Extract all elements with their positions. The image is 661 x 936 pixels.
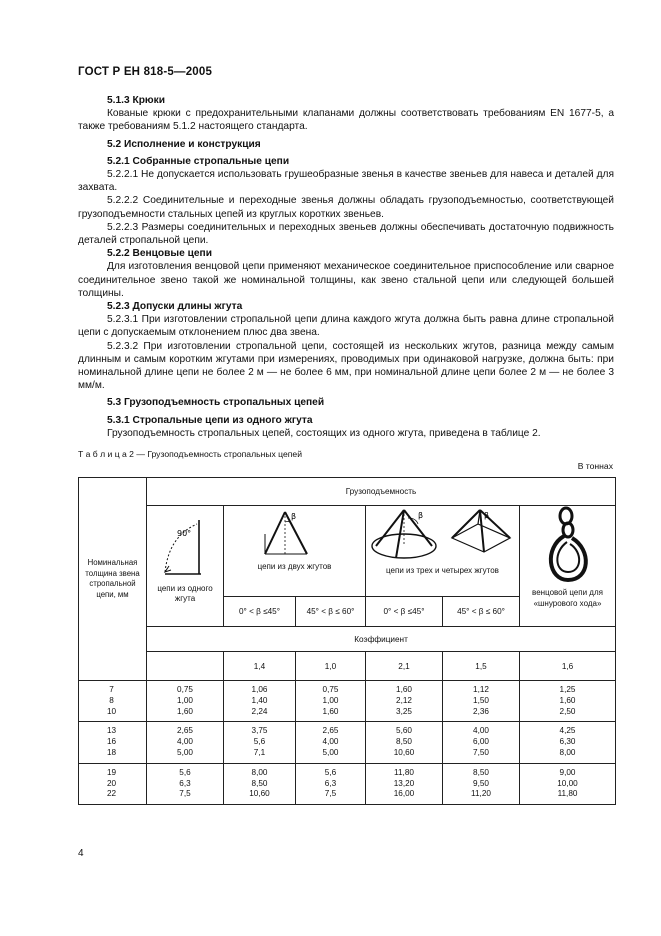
header-two-leg — [224, 506, 366, 597]
cell-value: 13 — [106, 726, 117, 736]
coef-three-b: 1,5 — [443, 652, 520, 681]
header-single-leg — [147, 506, 224, 627]
cell-value: 1,60 — [177, 706, 193, 716]
cell-value: 5,6 — [253, 737, 266, 747]
section-5-2-2-heading: 5.2.2 Венцовые цепи — [107, 248, 212, 260]
table-row — [79, 722, 616, 763]
cell-value: 2,36 — [473, 706, 489, 716]
cell-value: 16 — [106, 737, 117, 747]
cell-value: 1,60 — [559, 695, 576, 705]
cell-value: 22 — [106, 789, 117, 799]
cell-value: 2,12 — [396, 695, 412, 705]
cell-value: 4,25 — [559, 726, 576, 736]
table-cell-d — [79, 722, 147, 763]
cell-value: 11,80 — [394, 767, 414, 777]
page-number: 4 — [78, 848, 84, 859]
cell-value: 5,00 — [322, 747, 339, 757]
table-cell-c1 — [147, 681, 224, 722]
cell-value: 6,3 — [179, 778, 191, 788]
section-5-2-3-heading: 5.2.3 Допуски длины жгута — [107, 301, 243, 313]
header-link-thickness: Номинальная толщина звена стропальной цепи, мм — [79, 478, 147, 681]
cell-value: 5,6 — [179, 767, 191, 777]
table-row — [79, 681, 616, 722]
coef-single-empty — [147, 652, 224, 681]
cell-value: 8 — [109, 695, 114, 705]
cell-value: 0,75 — [177, 685, 193, 694]
table-cell-c3 — [296, 681, 366, 722]
two-leg-chain-icon — [259, 506, 331, 562]
cell-value: 5,00 — [177, 747, 193, 757]
table-cell-c4 — [366, 722, 443, 763]
header-capacity: Грузоподъемность — [147, 478, 616, 506]
cell-value: 11,80 — [557, 789, 578, 799]
cell-value: 1,00 — [177, 695, 193, 705]
cell-value: 2,65 — [177, 726, 193, 736]
cell-value: 10,00 — [557, 778, 578, 788]
table-units: В тоннах — [577, 461, 613, 471]
cell-value: 7,5 — [324, 789, 337, 799]
cell-value: 1,40 — [251, 695, 268, 705]
table-cell-c4 — [366, 681, 443, 722]
table-cell-c5 — [443, 681, 520, 722]
cell-value: 4,00 — [322, 737, 339, 747]
cell-value: 5,60 — [396, 726, 412, 736]
cell-value: 1,00 — [322, 695, 339, 705]
paragraph-5-2-3-2: 5.2.3.2 При изготовлении стропальной цепи, состоящей из нескольких жгутов, разница между самым длинным и самым коротким жгутами при измерениях, проводимых при одинаковой нагрузке, должна быть: при номинальной длине цепи не более 2 м — не более 6 мм, при номинальной длине цепи более 2 м — не более 3 мм/м. — [78, 340, 614, 392]
svg-text:β: β — [483, 511, 489, 520]
table-cell-c3 — [296, 763, 366, 804]
section-5-3-heading: 5.3 Грузоподъемность стропальных цепей — [107, 397, 325, 409]
body-text — [78, 94, 614, 440]
table-caption: Т а б л и ц а 2 — Грузоподъемность стропальных цепей — [78, 449, 303, 459]
table-cell-c6 — [520, 763, 616, 804]
cell-value: 8,00 — [251, 767, 268, 777]
label-single-leg: цепи из одного жгута — [157, 584, 213, 603]
cell-value: 1,50 — [473, 695, 489, 705]
table-cell-c1 — [147, 763, 224, 804]
cell-value: 6,30 — [559, 737, 576, 747]
cell-value: 20 — [106, 778, 117, 788]
cell-value: 16,00 — [393, 789, 415, 799]
table-cell-d — [79, 681, 147, 722]
cell-value: 11,20 — [471, 789, 491, 799]
cell-value: 7 — [109, 685, 114, 694]
cell-value: 10,60 — [249, 789, 270, 799]
table-cell-c6 — [520, 722, 616, 763]
cell-value: 6,00 — [473, 737, 489, 747]
angle-three-a: 0° < β ≤45° — [366, 597, 443, 627]
cell-value: 18 — [106, 747, 117, 757]
cell-value: 7,1 — [253, 747, 266, 757]
cell-value: 10 — [106, 706, 117, 716]
table-cell-c3 — [296, 722, 366, 763]
cell-value: 8,50 — [251, 778, 268, 788]
cell-value: 2,50 — [559, 706, 576, 716]
table-cell-c2 — [224, 681, 296, 722]
cell-value: 4,00 — [473, 726, 489, 736]
single-leg-chain-icon — [155, 506, 215, 584]
cell-value: 2,24 — [251, 706, 268, 716]
table-cell-c2 — [224, 763, 296, 804]
section-5-1-3-heading: 5.1.3 Крюки — [107, 95, 165, 106]
cell-value: 0,75 — [322, 685, 339, 694]
angle-three-b: 45° < β ≤ 60° — [443, 597, 520, 627]
svg-text:90°: 90° — [177, 529, 192, 538]
coef-wreath: 1,6 — [520, 652, 616, 681]
table-cell-c6 — [520, 681, 616, 722]
cell-value: 19 — [106, 767, 117, 777]
cell-value: 6,3 — [324, 778, 337, 788]
svg-text:β: β — [290, 512, 296, 521]
wreath-chain-icon — [538, 506, 598, 588]
angle-two-b: 45° < β ≤ 60° — [296, 597, 366, 627]
cell-value: 7,50 — [473, 747, 489, 757]
paragraph-5-2-3-1: 5.2.3.1 При изготовлении стропальной цепи длина каждого жгута должна быть равна длине стропальной цепи с допускаемым отклонением плюс два звена. — [78, 314, 614, 339]
svg-text:β: β — [417, 511, 423, 520]
cell-value: 1,12 — [473, 685, 489, 694]
section-5-3-1-heading: 5.3.1 Стропальные цепи из одного жгута — [107, 414, 313, 426]
header-three-four-leg — [366, 506, 520, 597]
cell-value: 10,60 — [393, 747, 415, 757]
cell-value: 4,00 — [177, 737, 193, 747]
table-cell-c5 — [443, 722, 520, 763]
cell-value: 1,60 — [322, 706, 339, 716]
table-cell-c4 — [366, 763, 443, 804]
cell-value: 7,5 — [179, 789, 191, 799]
cell-value: 3,25 — [396, 706, 412, 716]
cell-value: 9,50 — [473, 778, 489, 788]
capacity-table — [78, 477, 616, 805]
header-coefficient: Коэффициент — [147, 627, 616, 652]
cell-value: 1,25 — [559, 685, 576, 694]
coef-single: 1,4 — [224, 652, 296, 681]
cell-value: 2,65 — [322, 726, 339, 736]
table-cell-c2 — [224, 722, 296, 763]
cell-value: 8,50 — [473, 767, 489, 777]
table-cell-c5 — [443, 763, 520, 804]
paragraph-5-2-2: Для изготовления венцовой цепи применяют механическое соединительное приспособление или сварное соединительное звено такой же номинальной толщины, как звено стальной цепи или следующей большей толщины. — [78, 261, 614, 299]
paragraph-5-2-2-3: 5.2.2.3 Размеры соединительных и переходных звеньев должны обеспечивать достаточную подвижность деталей стропальной цепи. — [78, 221, 614, 247]
table-cell-d — [79, 763, 147, 804]
paragraph-5-2-2-2: 5.2.2.2 Соединительные и переходные звенья должны обладать грузоподъемностью, соответствующей грузоподъемности стальных цепей из круглых коротких звеньев. — [78, 195, 614, 220]
angle-two-a: 0° < β ≤45° — [224, 597, 296, 627]
document-header: ГОСТ Р ЕН 818-5—2005 — [78, 66, 213, 78]
coef-two-b: 1,0 — [296, 652, 366, 681]
table-cell-c1 — [147, 722, 224, 763]
section-5-1-3-text: Кованые крюки с предохранительными клапанами должны соответствовать требованиям EN 1677-5, а также требованиям 5.1.2 настоящего стандарта. — [78, 108, 614, 133]
label-three-four-leg: цепи из трех и четырех жгутов — [386, 566, 499, 575]
cell-value: 8,00 — [559, 747, 576, 757]
coef-three-a: 2,1 — [366, 652, 443, 681]
paragraph-5-3-1: Грузоподъемность стропальных цепей, состоящих из одного жгута, приведена в таблице 2. — [107, 427, 541, 439]
cell-value: 5,6 — [324, 767, 337, 777]
paragraph-5-2-2-1: 5.2.2.1 Не допускается использовать грушеобразные звенья в качестве звеньев для навеса и детaлей для захвата. — [78, 169, 614, 194]
cell-value: 8,50 — [396, 737, 412, 747]
three-four-leg-chain-icon — [368, 506, 518, 566]
cell-value: 1,60 — [396, 685, 412, 694]
label-wreath-chain: венцовой цепи для «шнурового хода» — [532, 588, 603, 608]
header-wreath-chain — [520, 506, 616, 627]
cell-value: 13,20 — [393, 778, 415, 788]
cell-value: 9,00 — [559, 767, 576, 777]
table-row — [79, 763, 616, 804]
label-two-leg: цепи из двух жгутов — [257, 562, 332, 571]
section-5-2-1-heading: 5.2.1 Собранные стропальные цепи — [107, 155, 290, 167]
section-5-2-heading: 5.2 Исполнение и конструкция — [107, 138, 261, 150]
cell-value: 3,75 — [251, 726, 268, 736]
cell-value: 1,06 — [251, 685, 268, 694]
